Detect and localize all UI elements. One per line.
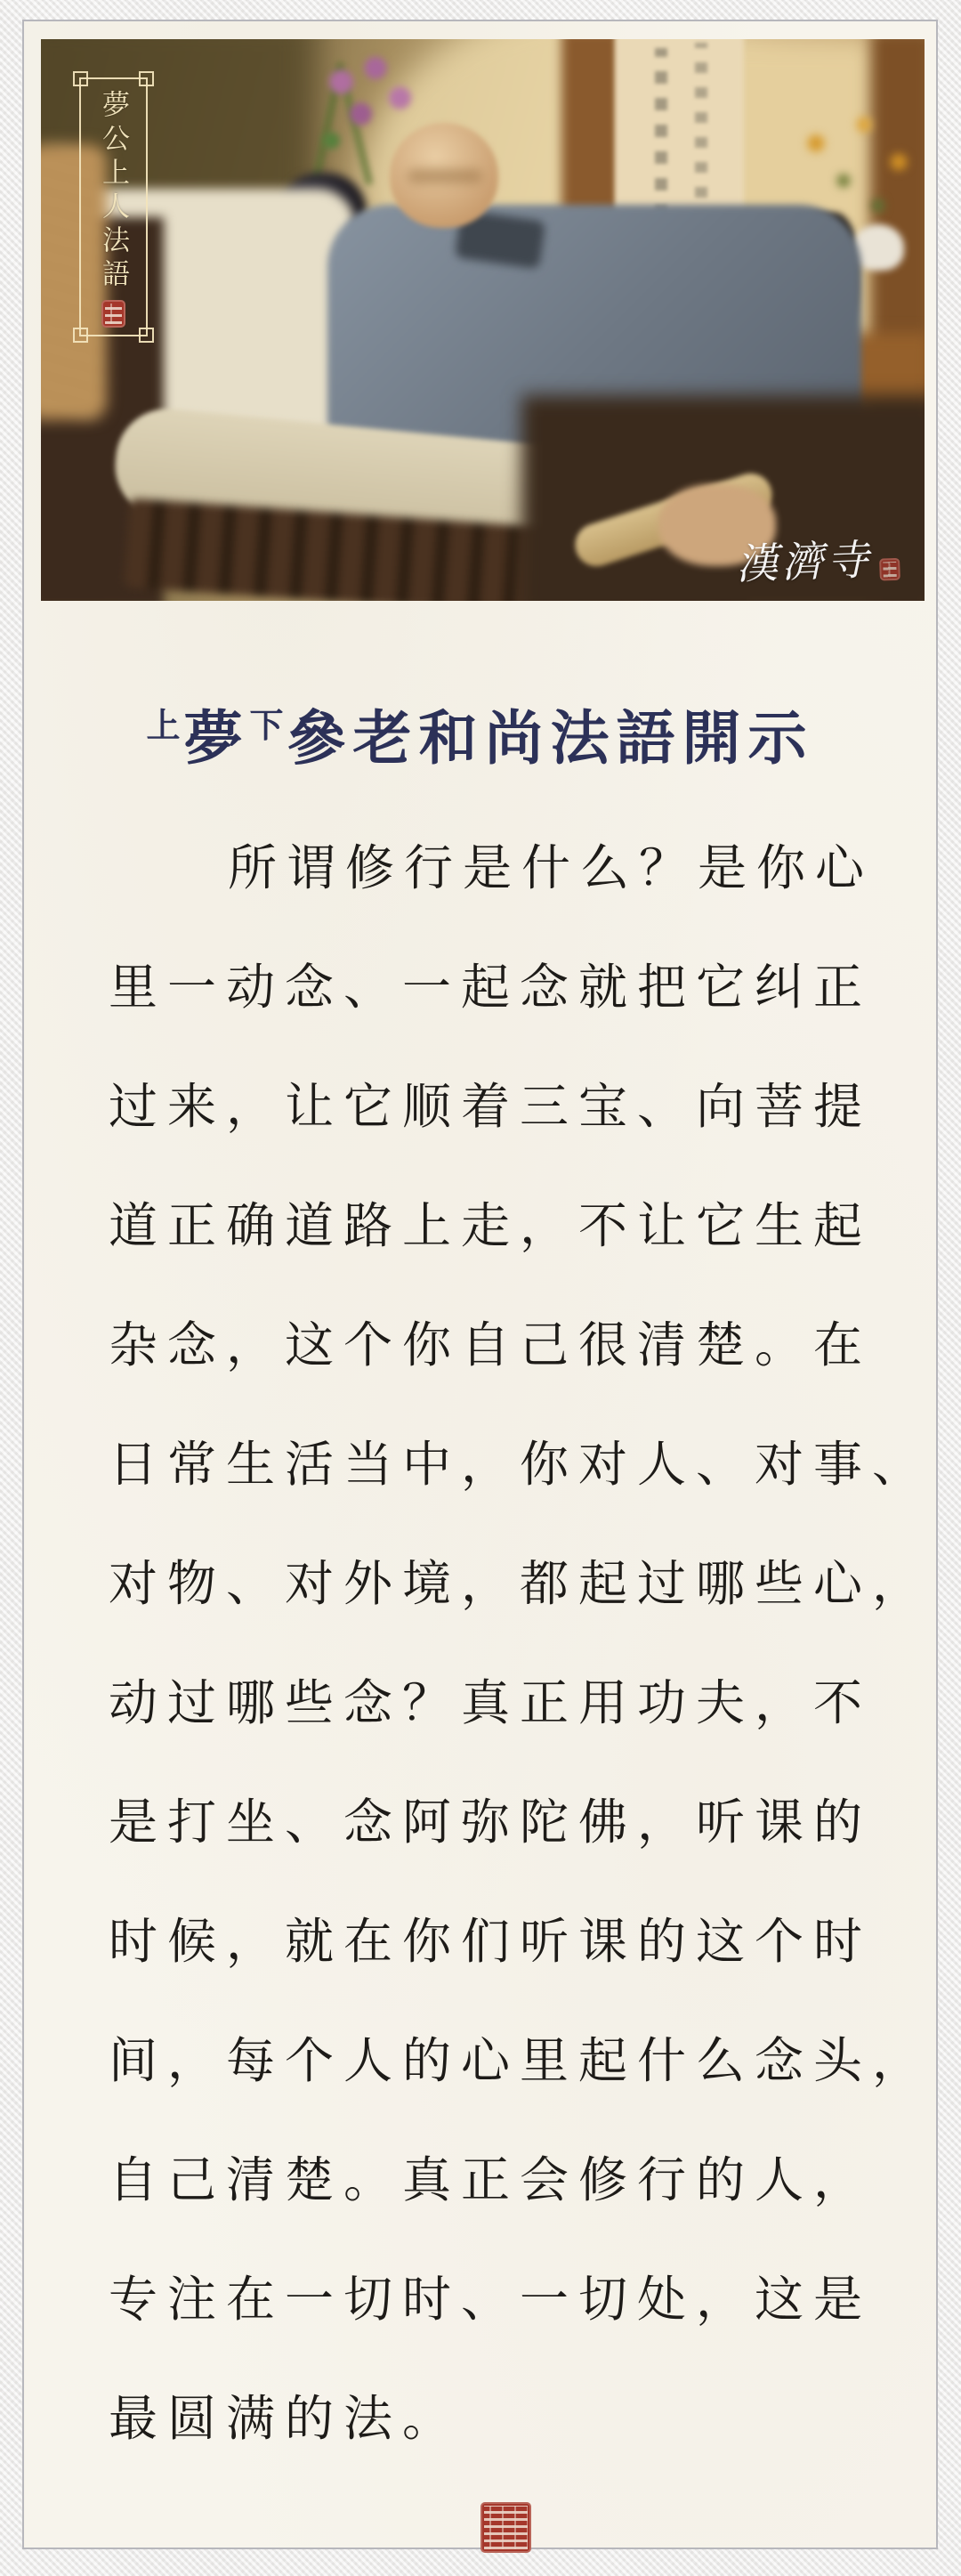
text-line: 所谓修行是什么？是你心: [228, 839, 875, 896]
frame-seal-icon: [101, 300, 125, 328]
monk-photo: [41, 39, 925, 601]
temple-watermark: [735, 526, 900, 591]
title-part-big: 夢: [183, 703, 250, 773]
watermark-seal-icon: [879, 558, 900, 581]
page-title: [24, 676, 936, 787]
footer-seal-icon: [480, 2502, 531, 2553]
text-line: 对物、对外境，都起过哪些心，: [109, 1555, 932, 1612]
text-line: 专注在一切时、一切处，这是: [109, 2271, 873, 2328]
paper-card: [22, 20, 938, 2549]
seal-pattern: [883, 562, 897, 578]
watermark-text: 漢濟寺: [735, 535, 874, 590]
text-line: 道正确道路上走，不让它生起: [109, 1197, 873, 1254]
text-line: 是打坐、念阿弥陀佛，听课的: [109, 1794, 873, 1851]
frame-corner-ornament: [73, 71, 88, 86]
frame-corner-ornament: [73, 328, 88, 343]
text-line: 最圆满的法。: [109, 2390, 462, 2447]
text-line: 自己清楚。真正会修行的人，: [109, 2151, 873, 2208]
text-line: 间，每个人的心里起什么念头，: [109, 2032, 932, 2089]
frame-corner-ornament: [139, 328, 154, 343]
frame-corner-ornament: [139, 71, 154, 86]
text-line: 日常生活当中，你对人、对事、: [109, 1436, 932, 1493]
text-line: 动过哪些念？真正用功夫，不: [109, 1674, 873, 1731]
title-part-small: 下: [249, 705, 287, 745]
text-line: 杂念，这个你自己很清楚。在: [109, 1316, 873, 1373]
monk-face-shadow-shape: [408, 169, 482, 183]
vertical-title-frame: [79, 77, 148, 336]
seal-pattern: [105, 304, 122, 324]
vertical-title-text: 夢公上人法語: [97, 90, 129, 293]
title-part-big: 參老和尚法語開示: [287, 703, 814, 773]
text-line: 里一动念、一起念就把它纠正: [109, 959, 873, 1016]
dharma-text: [24, 808, 936, 2478]
title-part-small: 上: [146, 705, 184, 745]
text-line: 过来，让它顺着三宝、向菩提: [109, 1078, 873, 1135]
seal-pattern: [484, 2506, 528, 2549]
text-line: 时候，就在你们听课的这个时: [109, 1913, 873, 1970]
